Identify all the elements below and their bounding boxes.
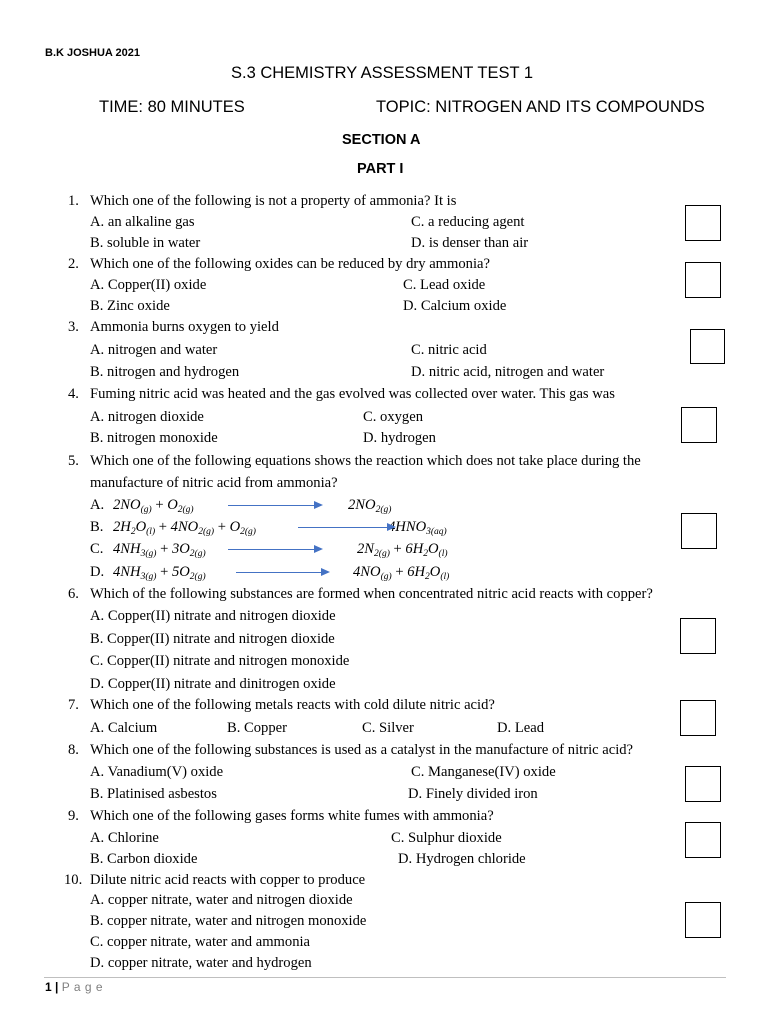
answer-box-10[interactable] bbox=[685, 902, 721, 938]
part-heading: PART I bbox=[357, 161, 404, 177]
option-a: A. an alkaline gas bbox=[90, 214, 195, 230]
option-c: C. oxygen bbox=[363, 409, 423, 425]
question-number: 6. bbox=[68, 586, 79, 602]
option-a: A. Vanadium(V) oxide bbox=[90, 764, 224, 780]
section-heading: SECTION A bbox=[342, 132, 421, 148]
question-number: 4. bbox=[68, 386, 79, 402]
option-c: C. copper nitrate, water and ammonia bbox=[90, 934, 311, 950]
reaction-arrow-c bbox=[228, 549, 321, 550]
question-text: Fuming nitric acid was heated and the gas evolved was collected over water. This gas was bbox=[90, 386, 615, 402]
option-b: B. soluble in water bbox=[90, 235, 201, 251]
equation-a-products: $2NO_{2(g)}$ bbox=[348, 497, 392, 515]
option-b: B. copper nitrate, water and nitrogen monoxide bbox=[90, 913, 367, 929]
option-d: D. nitric acid, nitrogen and water bbox=[411, 364, 605, 380]
option-a: A. Copper(II) nitrate and nitrogen dioxide bbox=[90, 608, 336, 624]
equation-b-reactants: $2H_2O_{(l)} + 4NO_{2(g)} + O_{2(g)}$ bbox=[113, 519, 256, 537]
option-a: A. Copper(II) oxide bbox=[90, 277, 207, 293]
question-text: Which one of the following equations shows the reaction which does not take place during the bbox=[90, 453, 641, 469]
question-number: 9. bbox=[68, 808, 79, 824]
option-b: B. nitrogen monoxide bbox=[90, 430, 218, 446]
reaction-arrow-d bbox=[236, 572, 328, 573]
option-c: C. nitric acid bbox=[411, 342, 487, 358]
question-number: 5. bbox=[68, 453, 79, 469]
question-text: Which one of the following oxides can be reduced by dry ammonia? bbox=[90, 256, 490, 272]
option-d: D. bbox=[90, 564, 105, 580]
option-b: B. Copper bbox=[227, 720, 287, 736]
question-number: 8. bbox=[68, 742, 79, 758]
page-number: 1 bbox=[45, 980, 52, 994]
option-c: C. Silver bbox=[362, 720, 414, 736]
option-a: A. nitrogen dioxide bbox=[90, 409, 204, 425]
question-text: Which one of the following substances is used as a catalyst in the manufacture of nitric acid? bbox=[90, 742, 634, 758]
equation-d-reactants: $4NH_{3(g)} + 5O_{2(g)}$ bbox=[113, 564, 206, 582]
option-d: D. Hydrogen chloride bbox=[398, 851, 526, 867]
question-number: 1. bbox=[68, 193, 79, 209]
question-text: Dilute nitric acid reacts with copper to produce bbox=[90, 872, 366, 888]
answer-box-2[interactable] bbox=[685, 262, 721, 298]
author-label: B.K JOSHUA 2021 bbox=[45, 47, 140, 59]
option-b: B. Platinised asbestos bbox=[90, 786, 217, 802]
option-a: A. nitrogen and water bbox=[90, 342, 218, 358]
page-label: P a g e bbox=[61, 980, 104, 994]
answer-box-4[interactable] bbox=[681, 407, 717, 443]
equation-b-products: $4HNO_{3(aq)}$ bbox=[388, 519, 447, 537]
question-text-continued: manufacture of nitric acid from ammonia? bbox=[90, 475, 338, 491]
equation-d-products: $4NO_{(g)} + 6H_2O_{(l)}$ bbox=[353, 564, 450, 582]
option-c: C. a reducing agent bbox=[411, 214, 525, 230]
question-text: Which of the following substances are formed when concentrated nitric acid reacts with copper? bbox=[90, 586, 653, 602]
option-c: C. Sulphur dioxide bbox=[391, 830, 502, 846]
topic-label: TOPIC: NITROGEN AND ITS COMPOUNDS bbox=[376, 98, 705, 116]
option-b: B. Zinc oxide bbox=[90, 298, 170, 314]
option-c: C. Copper(II) nitrate and nitrogen monoxide bbox=[90, 653, 350, 669]
page-footer bbox=[45, 980, 103, 994]
reaction-arrow-a bbox=[228, 505, 321, 506]
question-text: Which one of the following is not a property of ammonia? It is bbox=[90, 193, 457, 209]
answer-box-6[interactable] bbox=[680, 618, 716, 654]
question-text: Ammonia burns oxygen to yield bbox=[90, 319, 279, 335]
option-b: B. bbox=[90, 519, 104, 535]
option-a: A. Chlorine bbox=[90, 830, 159, 846]
option-d: D. is denser than air bbox=[411, 235, 529, 251]
option-a: A. Calcium bbox=[90, 720, 158, 736]
option-c: C. bbox=[90, 541, 104, 557]
option-d: D. Copper(II) nitrate and dinitrogen oxide bbox=[90, 676, 336, 692]
option-d: D. hydrogen bbox=[363, 430, 436, 446]
equation-a-reactants: $2NO_{(g)} + O_{2(g)}$ bbox=[113, 497, 194, 515]
question-number: 3. bbox=[68, 319, 79, 335]
answer-box-5[interactable] bbox=[681, 513, 717, 549]
answer-box-9[interactable] bbox=[685, 822, 721, 858]
reaction-arrow-b bbox=[298, 527, 394, 528]
question-number: 10. bbox=[64, 872, 83, 888]
footer-separator: | bbox=[55, 980, 59, 994]
option-d: D. Finely divided iron bbox=[408, 786, 538, 802]
answer-box-8[interactable] bbox=[685, 766, 721, 802]
equation-c-reactants: $4NH_{3(g)} + 3O_{2(g)}$ bbox=[113, 541, 206, 559]
time-label: TIME: 80 MINUTES bbox=[99, 98, 245, 116]
option-d: D. copper nitrate, water and hydrogen bbox=[90, 955, 312, 971]
question-number: 2. bbox=[68, 256, 79, 272]
answer-box-7[interactable] bbox=[680, 700, 716, 736]
option-a: A. bbox=[90, 497, 105, 513]
option-c: C. Lead oxide bbox=[403, 277, 486, 293]
option-b: B. Carbon dioxide bbox=[90, 851, 198, 867]
answer-box-1[interactable] bbox=[685, 205, 721, 241]
option-d: D. Calcium oxide bbox=[403, 298, 507, 314]
equation-c-products: $2N_{2(g)} + 6H_2O_{(l)}$ bbox=[357, 541, 448, 559]
question-number: 7. bbox=[68, 697, 79, 713]
footer-divider bbox=[44, 977, 726, 978]
option-d: D. Lead bbox=[497, 720, 545, 736]
question-text: Which one of the following metals reacts with cold dilute nitric acid? bbox=[90, 697, 495, 713]
question-text: Which one of the following gases forms white fumes with ammonia? bbox=[90, 808, 494, 824]
test-title: S.3 CHEMISTRY ASSESSMENT TEST 1 bbox=[231, 64, 533, 82]
option-b: B. nitrogen and hydrogen bbox=[90, 364, 240, 380]
answer-box-3[interactable] bbox=[690, 329, 725, 364]
option-c: C. Manganese(IV) oxide bbox=[411, 764, 556, 780]
option-a: A. copper nitrate, water and nitrogen dioxide bbox=[90, 892, 353, 908]
option-b: B. Copper(II) nitrate and nitrogen dioxide bbox=[90, 631, 335, 647]
